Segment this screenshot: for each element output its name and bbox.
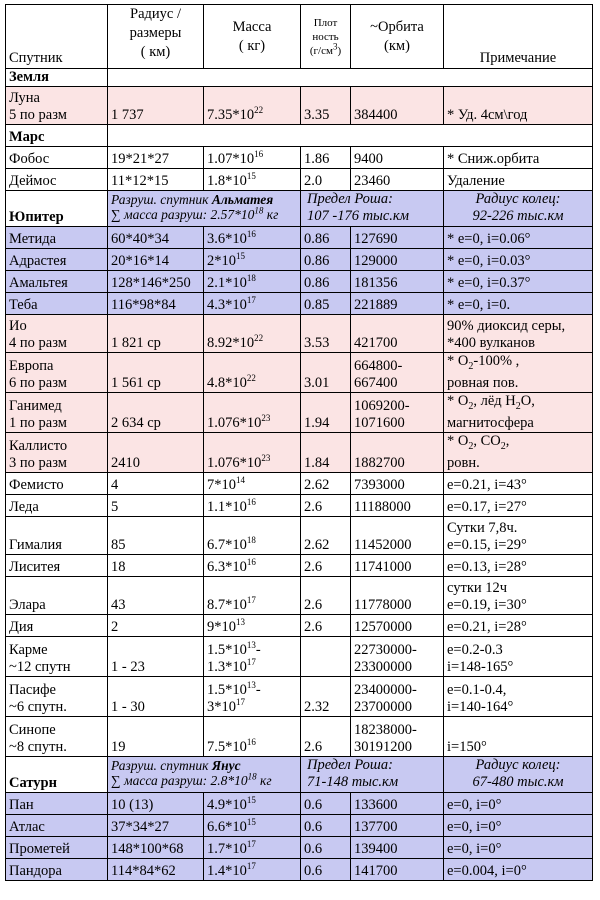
row-thebe — [6, 293, 593, 315]
row-sinope — [6, 716, 593, 756]
radius-cell: 2410 — [108, 432, 204, 472]
section-jupiter — [6, 191, 593, 227]
debris-info: Разруш. спутник Альматея ∑ масса разруш: $2.57*10^{18}$ кг — [108, 191, 301, 227]
name-cell: Адрастея — [6, 249, 108, 271]
mass-cell: $1.07*10^{16}$ — [204, 147, 301, 169]
row-pasiphae — [6, 676, 593, 716]
radius-cell: 148*100*68 — [108, 836, 204, 858]
name-cell: Пандора — [6, 858, 108, 880]
density-cell: 0.6 — [301, 836, 351, 858]
mass-cell: $7.5*10^{16}$ — [204, 716, 301, 756]
radius-cell: 128*146*250 — [108, 271, 204, 293]
row-phobos — [6, 147, 593, 169]
mass-cell: $1.7*10^{17}$ — [204, 836, 301, 858]
radius-cell: 19*21*27 — [108, 147, 204, 169]
name-cell: Деймос — [6, 169, 108, 191]
density-cell — [301, 636, 351, 676]
density-cell: 0.85 — [301, 293, 351, 315]
orbit-cell: 129000 — [351, 249, 444, 271]
note-cell: * e=0, i=0.03° — [444, 249, 593, 271]
name-cell: Амальтея — [6, 271, 108, 293]
note-cell: e=0, i=0° — [444, 792, 593, 814]
orbit-cell: 1069200- 1071600 — [351, 392, 444, 432]
row-callisto — [6, 432, 593, 472]
orbit-cell: 11188000 — [351, 494, 444, 516]
note-cell: e=0.17, i=27° — [444, 494, 593, 516]
orbit-cell: 22730000- 23300000 — [351, 636, 444, 676]
mass-cell: $1.076*10^{23}$ — [204, 392, 301, 432]
radius-cell: 1 737 — [108, 87, 204, 125]
note-cell: * Сниж.орбита — [444, 147, 593, 169]
section-label: Земля — [6, 69, 108, 87]
debris-info: Разруш. спутник Янус ∑ масса разруш: $2.8*10^{18}$ кг — [108, 756, 301, 792]
radius-cell: 1 - 30 — [108, 676, 204, 716]
density-cell: 2.6 — [301, 614, 351, 636]
density-cell: 2.62 — [301, 472, 351, 494]
mass-cell: $1.8*10^{15}$ — [204, 169, 301, 191]
ring-radius: Радиус колец: 67-480 тыс.км — [444, 756, 593, 792]
name-cell: Леда — [6, 494, 108, 516]
moons-table — [5, 4, 593, 881]
name-cell: Элара — [6, 576, 108, 614]
density-cell: 3.01 — [301, 353, 351, 393]
density-cell: 2.6 — [301, 576, 351, 614]
radius-cell: 2 634 ср — [108, 392, 204, 432]
mass-cell: $7*10^{14}$ — [204, 472, 301, 494]
mass-cell: $7.35*10^{22}$ — [204, 87, 301, 125]
mass-cell: $1.4*10^{17}$ — [204, 858, 301, 880]
orbit-cell: 18238000- 30191200 — [351, 716, 444, 756]
density-cell: 1.94 — [301, 392, 351, 432]
density-cell: 2.32 — [301, 676, 351, 716]
mass-cell: $1.5*10^{13}-$ $3*10^{17}$ — [204, 676, 301, 716]
name-cell: Теба — [6, 293, 108, 315]
header-row — [6, 5, 593, 69]
mass-cell: $6.6*10^{15}$ — [204, 814, 301, 836]
orbit-cell: 384400 — [351, 87, 444, 125]
note-cell: e=0.21, i=43° — [444, 472, 593, 494]
orbit-cell: 11778000 — [351, 576, 444, 614]
row-himalia — [6, 516, 593, 554]
name-cell: Прометей — [6, 836, 108, 858]
radius-cell: 10 (13) — [108, 792, 204, 814]
note-cell: * e=0, i=0. — [444, 293, 593, 315]
orbit-cell: 11452000 — [351, 516, 444, 554]
row-pandora — [6, 858, 593, 880]
density-cell: 0.6 — [301, 814, 351, 836]
col-mass: Масса ( кг) — [204, 5, 301, 69]
name-cell: Пасифе ~6 спутн. — [6, 676, 108, 716]
name-cell: Каллисто 3 по разм — [6, 432, 108, 472]
note-cell: e=0.13, i=28° — [444, 554, 593, 576]
density-cell: 1.86 — [301, 147, 351, 169]
orbit-cell: 133600 — [351, 792, 444, 814]
radius-cell: 114*84*62 — [108, 858, 204, 880]
density-cell: 0.86 — [301, 227, 351, 249]
note-cell: e=0.21, i=28° — [444, 614, 593, 636]
row-elara — [6, 576, 593, 614]
radius-cell: 5 — [108, 494, 204, 516]
density-cell: 0.6 — [301, 792, 351, 814]
radius-cell: 4 — [108, 472, 204, 494]
note-cell: Сутки 7,8ч. e=0.15, i=29° — [444, 516, 593, 554]
mass-cell: $8.92*10^{22}$ — [204, 315, 301, 353]
row-metis — [6, 227, 593, 249]
section-earth — [6, 69, 593, 87]
note-cell: i=150° — [444, 716, 593, 756]
orbit-cell: 221889 — [351, 293, 444, 315]
note-cell: e=0.2-0.3 i=148-165° — [444, 636, 593, 676]
row-pan — [6, 792, 593, 814]
orbit-cell: 421700 — [351, 315, 444, 353]
row-ganymede — [6, 392, 593, 432]
mass-cell: $1.076*10^{23}$ — [204, 432, 301, 472]
ring-radius: Радиус колец: 92-226 тыс.км — [444, 191, 593, 227]
density-cell: 0.86 — [301, 271, 351, 293]
mass-cell: $2.1*10^{18}$ — [204, 271, 301, 293]
row-leda — [6, 494, 593, 516]
row-prometheus — [6, 836, 593, 858]
row-atlas — [6, 814, 593, 836]
orbit-cell: 664800- 667400 — [351, 353, 444, 393]
note-cell: e=0, i=0° — [444, 814, 593, 836]
density-cell: 3.53 — [301, 315, 351, 353]
density-cell: 1.84 — [301, 432, 351, 472]
orbit-cell: 9400 — [351, 147, 444, 169]
orbit-cell: 1882700 — [351, 432, 444, 472]
note-cell: e=0.004, i=0° — [444, 858, 593, 880]
orbit-cell: 181356 — [351, 271, 444, 293]
roche-limit: Предел Роша: 71-148 тыс.км — [301, 756, 444, 792]
name-cell: Дия — [6, 614, 108, 636]
orbit-cell: 7393000 — [351, 472, 444, 494]
name-cell: Гималия — [6, 516, 108, 554]
name-cell: Пан — [6, 792, 108, 814]
orbit-cell: 137700 — [351, 814, 444, 836]
density-cell: 2.6 — [301, 716, 351, 756]
mass-cell: $8.7*10^{17}$ — [204, 576, 301, 614]
row-moon — [6, 87, 593, 125]
row-lysithea — [6, 554, 593, 576]
section-label: Юпитер — [6, 191, 108, 227]
density-cell: 2.0 — [301, 169, 351, 191]
orbit-cell: 23400000- 23700000 — [351, 676, 444, 716]
radius-cell: 18 — [108, 554, 204, 576]
row-carme — [6, 636, 593, 676]
orbit-cell: 127690 — [351, 227, 444, 249]
density-cell: 2.6 — [301, 554, 351, 576]
row-io — [6, 315, 593, 353]
radius-cell: 1 821 ср — [108, 315, 204, 353]
orbit-cell: 12570000 — [351, 614, 444, 636]
row-europa — [6, 353, 593, 393]
name-cell: Атлас — [6, 814, 108, 836]
note-cell: 90% диоксид серы, *400 вулканов — [444, 315, 593, 353]
note-cell: * Уд. 4см\год — [444, 87, 593, 125]
radius-cell: 60*40*34 — [108, 227, 204, 249]
note-cell: * $O_2$, лёд $H_2O$, магнитосфера — [444, 392, 593, 432]
mass-cell: $1.1*10^{16}$ — [204, 494, 301, 516]
col-orbit: ~Орбита (км) — [351, 5, 444, 69]
note-cell: e=0.1-0.4, i=140-164° — [444, 676, 593, 716]
row-amalthea — [6, 271, 593, 293]
name-cell: Ио 4 по разм — [6, 315, 108, 353]
radius-cell: 116*98*84 — [108, 293, 204, 315]
orbit-cell: 139400 — [351, 836, 444, 858]
note-cell: * $O_2-100\%$ , ровная пов. — [444, 353, 593, 393]
radius-cell: 85 — [108, 516, 204, 554]
mass-cell: $9*10^{13}$ — [204, 614, 301, 636]
row-adrastea — [6, 249, 593, 271]
name-cell: Карме ~12 спутн — [6, 636, 108, 676]
mass-cell: $4.8*10^{22}$ — [204, 353, 301, 393]
row-themisto — [6, 472, 593, 494]
mass-cell: $6.7*10^{18}$ — [204, 516, 301, 554]
note-cell: e=0, i=0° — [444, 836, 593, 858]
name-cell: Лиситея — [6, 554, 108, 576]
density-cell: 0.6 — [301, 858, 351, 880]
radius-cell: 2 — [108, 614, 204, 636]
roche-limit: Предел Роша: 107 -176 тыс.км — [301, 191, 444, 227]
note-cell: сутки 12ч e=0.19, i=30° — [444, 576, 593, 614]
name-cell: Фобос — [6, 147, 108, 169]
col-radius: Радиус / размеры ( км) — [108, 5, 204, 69]
row-dia — [6, 614, 593, 636]
col-satellite: Спутник — [6, 5, 108, 69]
col-note: Примечание — [444, 5, 593, 69]
section-label: Сатурн — [6, 756, 108, 792]
radius-cell: 11*12*15 — [108, 169, 204, 191]
radius-cell: 19 — [108, 716, 204, 756]
section-mars — [6, 125, 593, 147]
mass-cell: $3.6*10^{16}$ — [204, 227, 301, 249]
mass-cell: $6.3*10^{16}$ — [204, 554, 301, 576]
density-cell: 3.35 — [301, 87, 351, 125]
mass-cell: $1.5*10^{13}-$ $1.3*10^{17}$ — [204, 636, 301, 676]
density-cell: 2.6 — [301, 494, 351, 516]
name-cell: Ганимед 1 по разм — [6, 392, 108, 432]
section-saturn — [6, 756, 593, 792]
name-cell: Синопе ~8 спутн. — [6, 716, 108, 756]
density-cell: 2.62 — [301, 516, 351, 554]
name-cell: Европа 6 по разм — [6, 353, 108, 393]
orbit-cell: 141700 — [351, 858, 444, 880]
density-cell: 0.86 — [301, 249, 351, 271]
orbit-cell: 23460 — [351, 169, 444, 191]
mass-cell: $4.9*10^{15}$ — [204, 792, 301, 814]
col-density: Плот ность $(г/см^3)$ — [301, 5, 351, 69]
radius-cell: 1 - 23 — [108, 636, 204, 676]
note-cell: Удаление — [444, 169, 593, 191]
row-deimos — [6, 169, 593, 191]
orbit-cell: 11741000 — [351, 554, 444, 576]
radius-cell: 20*16*14 — [108, 249, 204, 271]
note-cell: * e=0, i=0.06° — [444, 227, 593, 249]
note-cell: * e=0, i=0.37° — [444, 271, 593, 293]
radius-cell: 43 — [108, 576, 204, 614]
section-label: Марс — [6, 125, 108, 147]
mass-cell: $4.3*10^{17}$ — [204, 293, 301, 315]
mass-cell: $2*10^{15}$ — [204, 249, 301, 271]
radius-cell: 1 561 ср — [108, 353, 204, 393]
radius-cell: 37*34*27 — [108, 814, 204, 836]
note-cell: * $O_2$, $CO_2$, ровн. — [444, 432, 593, 472]
name-cell: Луна 5 по разм — [6, 87, 108, 125]
name-cell: Метида — [6, 227, 108, 249]
name-cell: Фемисто — [6, 472, 108, 494]
